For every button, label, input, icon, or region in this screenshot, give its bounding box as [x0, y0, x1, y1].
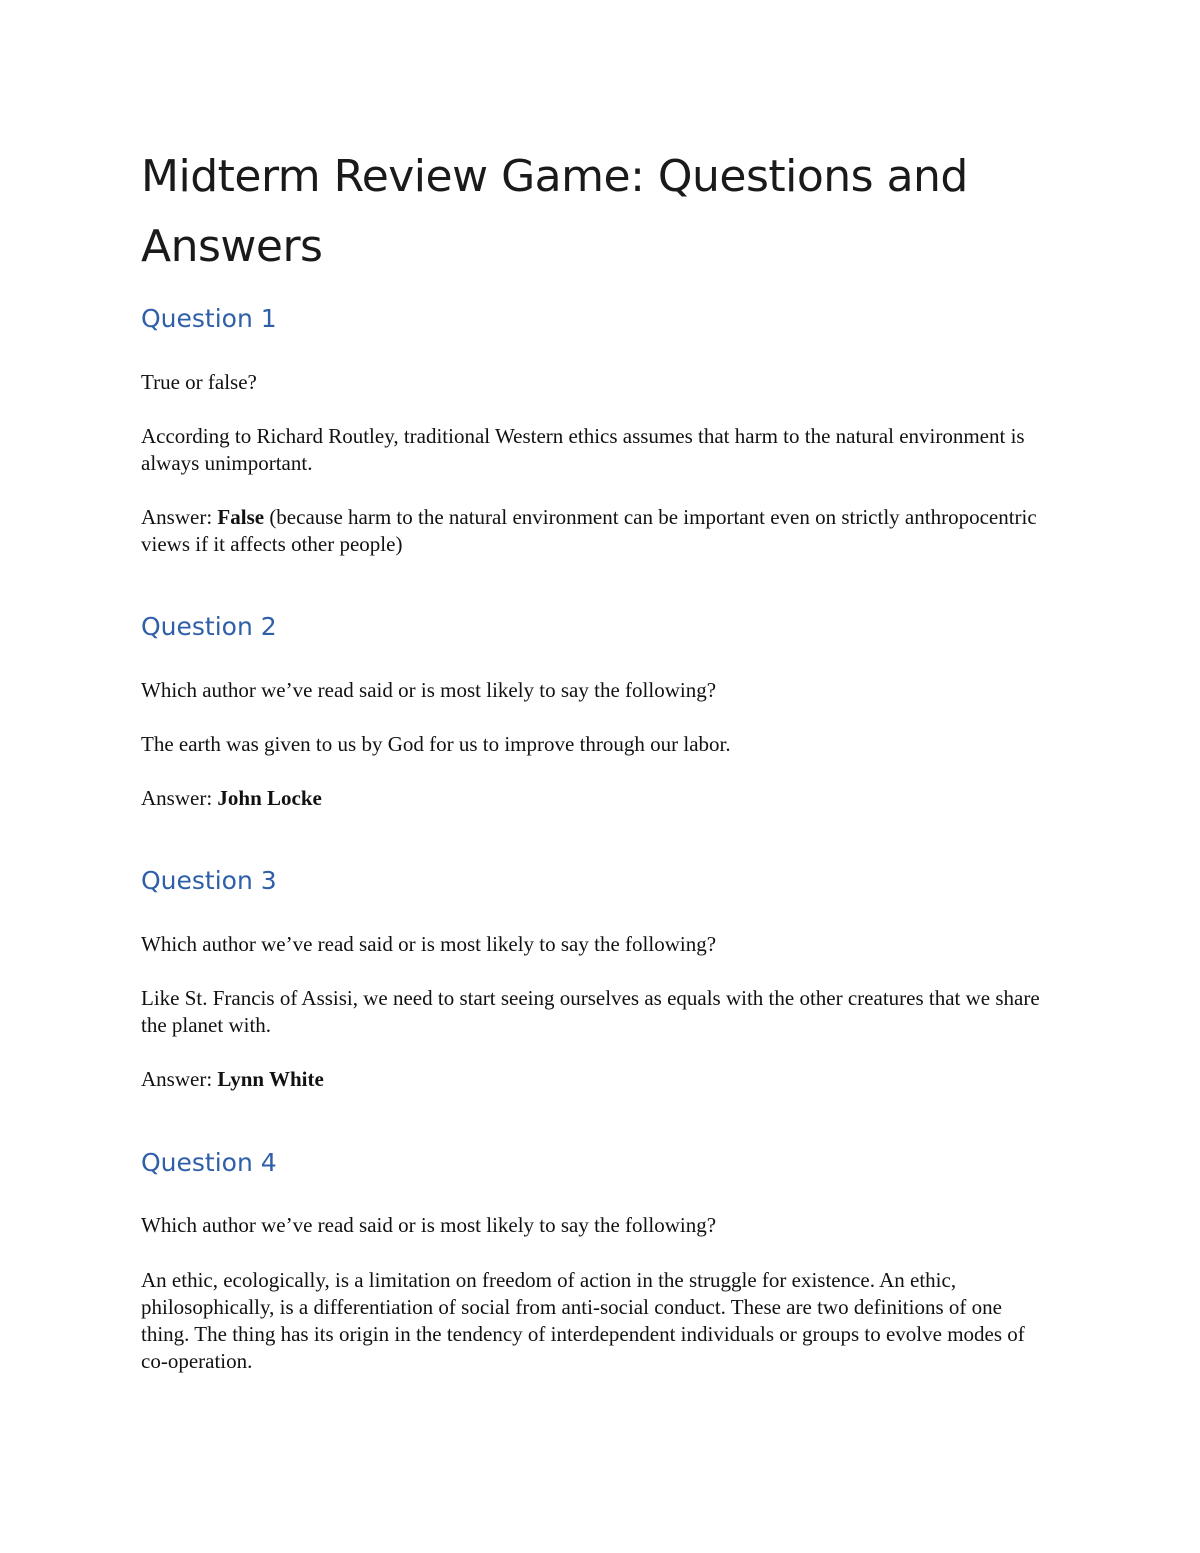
question-3-heading: Question 3: [141, 866, 277, 895]
question-2-answer: [141, 785, 1051, 812]
question-1-answer: [141, 504, 1051, 558]
answer-value: False: [217, 505, 265, 529]
question-3-answer: [141, 1066, 1051, 1093]
question-4-heading: Question 4: [141, 1148, 277, 1177]
answer-value: Lynn White: [217, 1067, 324, 1091]
answer-label: Answer:: [141, 505, 218, 529]
document-title: Midterm Review Game: Questions and Answers: [141, 151, 968, 272]
question-2-statement: The earth was given to us by God for us to improve through our labor.: [141, 732, 731, 756]
question-3-statement: Like St. Francis of Assisi, we need to start seeing ourselves as equals with the other creatures that we share the planet with.: [141, 986, 1040, 1037]
answer-value: John Locke: [217, 786, 322, 810]
question-3-prompt: Which author we’ve read said or is most likely to say the following?: [141, 932, 717, 956]
question-2-heading: Question 2: [141, 612, 277, 641]
question-4-statement: An ethic, ecologically, is a limitation on freedom of action in the struggle for existence. An ethic, philosophically, is a differentiation of social from anti-social conduct. These are two definitions of one thing. The thing has its origin in the tendency of interdependent individuals or groups to evolve modes of co-operation.: [141, 1268, 1025, 1373]
answer-note: (because harm to the natural environment can be important even on strictly anthropocentric views if it affects other people): [141, 505, 1037, 556]
answer-label: Answer:: [141, 786, 218, 810]
question-1-heading: Question 1: [141, 304, 277, 333]
question-1-statement: According to Richard Routley, traditional Western ethics assumes that harm to the natural environment is always unimportant.: [141, 424, 1025, 475]
question-1-prompt: True or false?: [141, 370, 257, 394]
answer-label: Answer:: [141, 1067, 218, 1091]
question-2-prompt: Which author we’ve read said or is most likely to say the following?: [141, 678, 717, 702]
question-4-prompt: Which author we’ve read said or is most likely to say the following?: [141, 1213, 717, 1237]
